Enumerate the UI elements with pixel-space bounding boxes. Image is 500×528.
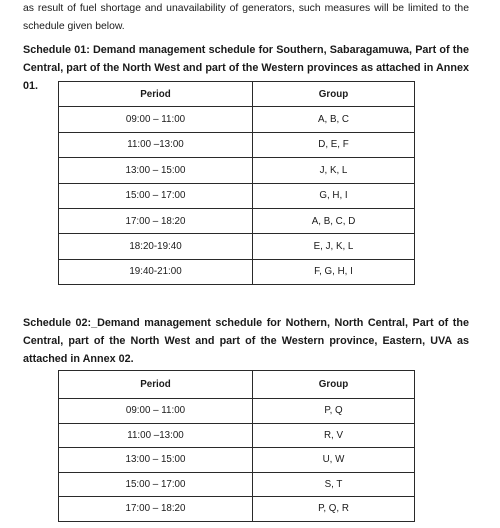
period-cell: 17:00 – 18:20 bbox=[59, 497, 253, 522]
group-cell: A, B, C bbox=[253, 107, 415, 132]
table-row bbox=[59, 208, 415, 233]
schedule-02-table bbox=[58, 370, 415, 522]
group-cell: S, T bbox=[253, 472, 415, 497]
group-cell: J, K, L bbox=[253, 158, 415, 183]
table-row bbox=[59, 234, 415, 259]
schedule-01-table bbox=[58, 81, 415, 285]
period-cell: 13:00 – 15:00 bbox=[59, 158, 253, 183]
period-cell: 09:00 – 11:00 bbox=[59, 107, 253, 132]
period-cell: 18:20-19:40 bbox=[59, 234, 253, 259]
group-cell: G, H, I bbox=[253, 183, 415, 208]
group-column-header: Group bbox=[253, 371, 415, 399]
intro-paragraph: as result of fuel shortage and unavailability of generators, such measures will be limited to the schedule given below. bbox=[23, 3, 469, 32]
group-cell: R, V bbox=[253, 423, 415, 448]
table-row bbox=[59, 259, 415, 284]
period-cell: 09:00 – 11:00 bbox=[59, 399, 253, 424]
schedule-02-heading: Schedule 02:_Demand management schedule for Nothern, North Central, Part of the Central, part of the North West and part of the Western province, Eastern, UVA as attached in Annex 02. bbox=[23, 317, 469, 365]
schedule-01-heading: Schedule 01: Demand management schedule for Southern, Sabaragamuwa, Part of the Central, part of the North West and part of the Western provinces as attached in Annex 01. bbox=[23, 44, 469, 92]
group-cell: E, J, K, L bbox=[253, 234, 415, 259]
group-cell: F, G, H, I bbox=[253, 259, 415, 284]
table-header-row bbox=[59, 82, 415, 107]
table-row bbox=[59, 158, 415, 183]
group-column-header: Group bbox=[253, 82, 415, 107]
period-cell: 17:00 – 18:20 bbox=[59, 208, 253, 233]
table-row bbox=[59, 183, 415, 208]
period-cell: 11:00 –13:00 bbox=[59, 132, 253, 157]
period-column-header: Period bbox=[59, 371, 253, 399]
period-cell: 15:00 – 17:00 bbox=[59, 472, 253, 497]
table-row bbox=[59, 472, 415, 497]
table-header-row bbox=[59, 371, 415, 399]
group-cell: P, Q, R bbox=[253, 497, 415, 522]
table-row bbox=[59, 423, 415, 448]
table-row bbox=[59, 399, 415, 424]
table-row bbox=[59, 497, 415, 522]
table-row bbox=[59, 132, 415, 157]
group-cell: D, E, F bbox=[253, 132, 415, 157]
period-cell: 13:00 – 15:00 bbox=[59, 448, 253, 473]
period-column-header: Period bbox=[59, 82, 253, 107]
table-row bbox=[59, 448, 415, 473]
period-cell: 11:00 –13:00 bbox=[59, 423, 253, 448]
period-cell: 19:40-21:00 bbox=[59, 259, 253, 284]
period-cell: 15:00 – 17:00 bbox=[59, 183, 253, 208]
group-cell: A, B, C, D bbox=[253, 208, 415, 233]
group-cell: U, W bbox=[253, 448, 415, 473]
group-cell: P, Q bbox=[253, 399, 415, 424]
table-row bbox=[59, 107, 415, 132]
